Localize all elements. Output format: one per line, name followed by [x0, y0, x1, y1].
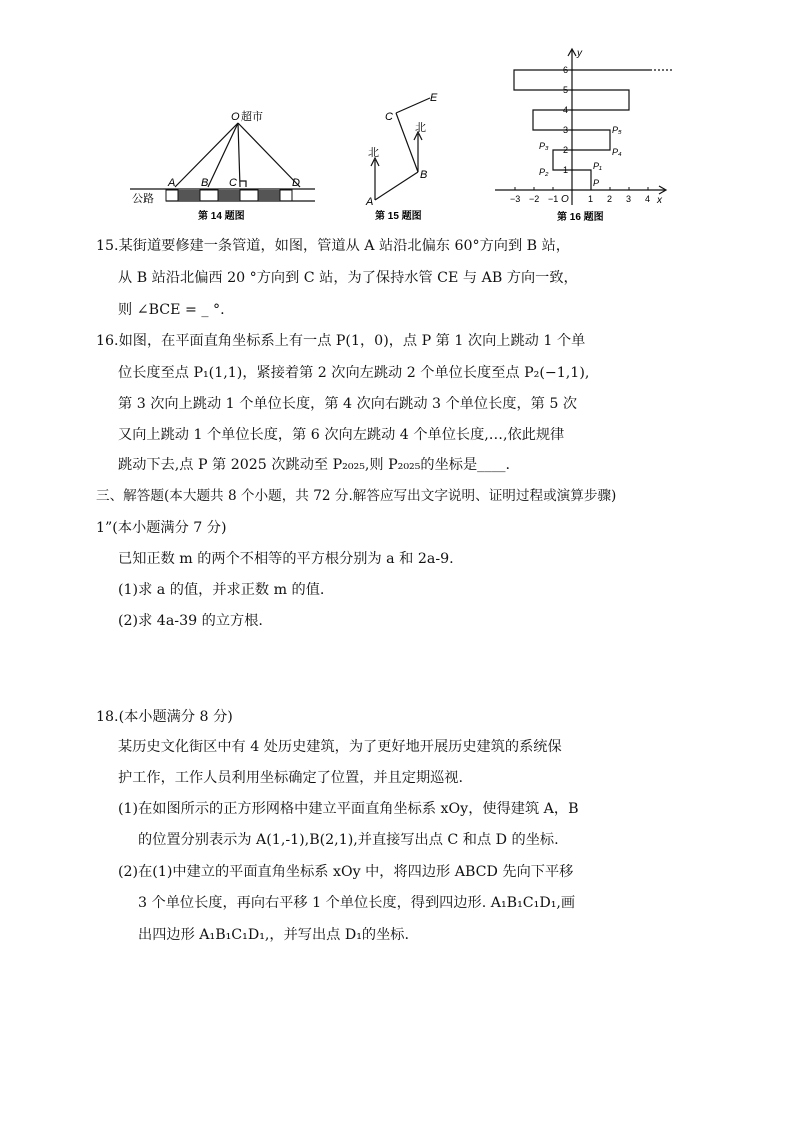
y-tick-label: 1 — [563, 165, 569, 175]
label-supermarket: 超市 — [241, 111, 263, 123]
q16-line-5: 跳动下去,点 P 第 2025 次跳动至 P₂₀₂₅,则 P₂₀₂₅的坐标是____. — [118, 457, 511, 473]
q18-line-4: 的位置分别表示为 A(1,-1),B(2,1),并直接写出点 C 和点 D 的坐标. — [138, 832, 559, 848]
figure-16 — [495, 45, 675, 225]
figure-15 — [360, 88, 450, 223]
y-tick-label: 6 — [563, 65, 569, 75]
q16-line-1: 16.如图，在平面直角坐标系上有一点 P(1，0)，点 P 第 1 次向上跳动 1 个单 — [96, 333, 586, 349]
figure-14-caption: 第 14 题图 — [198, 211, 245, 222]
label-road: 公路 — [132, 193, 154, 205]
x-axis-label: x — [657, 195, 662, 206]
q17-line-2: (1)求 a 的值，并求正数 m 的值. — [118, 582, 325, 598]
point-label-P3: P₃ — [539, 141, 549, 151]
q16-line-4: 又向上跳动 1 个单位长度，第 6 次向左跳动 4 个单位长度,…,依此规律 — [118, 427, 565, 443]
x-tick-label: 2 — [607, 194, 613, 204]
label-O: O — [231, 111, 240, 123]
point-label-P4: P₄ — [612, 147, 622, 157]
origin-label: O — [561, 194, 569, 205]
q16-line-2: 位长度至点 P₁(1,1)，紧接着第 2 次向左跳动 2 个单位长度至点 P₂(−1,1), — [118, 365, 590, 381]
y-tick-label: 4 — [563, 105, 569, 115]
figure-15-caption: 第 15 题图 — [375, 211, 422, 222]
q18-line-3: (1)在如图所示的正方形网格中建立平面直角坐标系 xOy，使得建筑 A，B — [118, 801, 579, 817]
label-B: B — [420, 169, 428, 181]
q18-title: 18.(本小题满分 8 分) — [96, 709, 233, 725]
label-A: A — [366, 196, 374, 208]
q18-line-5: (2)在(1)中建立的平面直角坐标系 xOy 中，将四边形 ABCD 先向下平移 — [118, 864, 574, 880]
figure-14 — [130, 105, 315, 223]
line-OD — [238, 123, 300, 187]
y-axis-label: y — [577, 48, 582, 59]
jump-path — [514, 70, 650, 190]
point-label-P5: P₅ — [612, 125, 622, 135]
q18-line-6: 3 个单位长度，再向右平移 1 个单位长度，得到四边形. A₁B₁C₁D₁,画 — [138, 895, 576, 911]
segment-AB — [375, 172, 418, 200]
label-C: C — [385, 111, 393, 123]
x-tick-label: −2 — [529, 194, 540, 204]
label-C: C — [229, 177, 237, 189]
right-angle-mark — [240, 181, 246, 187]
x-tick-label: −1 — [548, 194, 559, 204]
x-tick-label: 1 — [588, 194, 594, 204]
q15-line-2: 从 B 站沿北偏西 20 °方向到 C 站，为了保持水管 CE 与 AB 方向一致， — [118, 270, 578, 286]
point-label-P2: P₂ — [539, 167, 549, 177]
line-OC — [238, 123, 240, 187]
label-B: B — [201, 177, 209, 189]
y-tick-label: 5 — [563, 85, 569, 95]
y-tick-label: 3 — [563, 125, 569, 135]
q15-line-3: 则 ∠BCE = _ °. — [118, 302, 225, 318]
segment-CE — [396, 98, 430, 113]
q17-line-3: (2)求 4a-39 的立方根. — [118, 613, 263, 629]
x-tick-label: −3 — [510, 194, 521, 204]
north-label-2: 北 — [415, 122, 426, 134]
q17-title: 1”(本小题满分 7 分) — [96, 520, 227, 536]
label-E: E — [430, 92, 438, 104]
q16-line-3: 第 3 次向上跳动 1 个单位长度，第 4 次向右跳动 3 个单位长度，第 5 次 — [118, 396, 578, 412]
y-tick-label: 2 — [563, 145, 569, 155]
label-D: D — [292, 177, 300, 189]
q18-line-7: 出四边形 A₁B₁C₁D₁,，并写出点 D₁的坐标. — [138, 927, 410, 943]
q15-line-1: 15.某街道要修建一条管道，如图，管道从 A 站沿北偏东 60°方向到 B 站， — [96, 238, 570, 254]
point-label-P1: P₁ — [593, 161, 602, 171]
figure-16-caption: 第 16 题图 — [557, 212, 604, 223]
point-label-P: P — [593, 178, 600, 188]
q18-line-1: 某历史文化街区中有 4 处历史建筑，为了更好地开展历史建筑的系统保 — [118, 739, 562, 755]
x-tick-label: 3 — [626, 194, 632, 204]
section-3-heading: 三、解答题(本大题共 8 个小题，共 72 分.解答应写出文字说明、证明过程或演算步骤) — [96, 488, 617, 504]
x-tick-label: 4 — [645, 194, 651, 204]
label-A: A — [168, 177, 176, 189]
q17-line-1: 已知正数 m 的两个不相等的平方根分别为 a 和 2a-9. — [118, 551, 454, 567]
road-blocks — [178, 190, 280, 201]
north-label-1: 北 — [368, 147, 379, 159]
q18-line-2: 护工作，工作人员利用坐标确定了位置，并且定期巡视. — [118, 770, 464, 786]
